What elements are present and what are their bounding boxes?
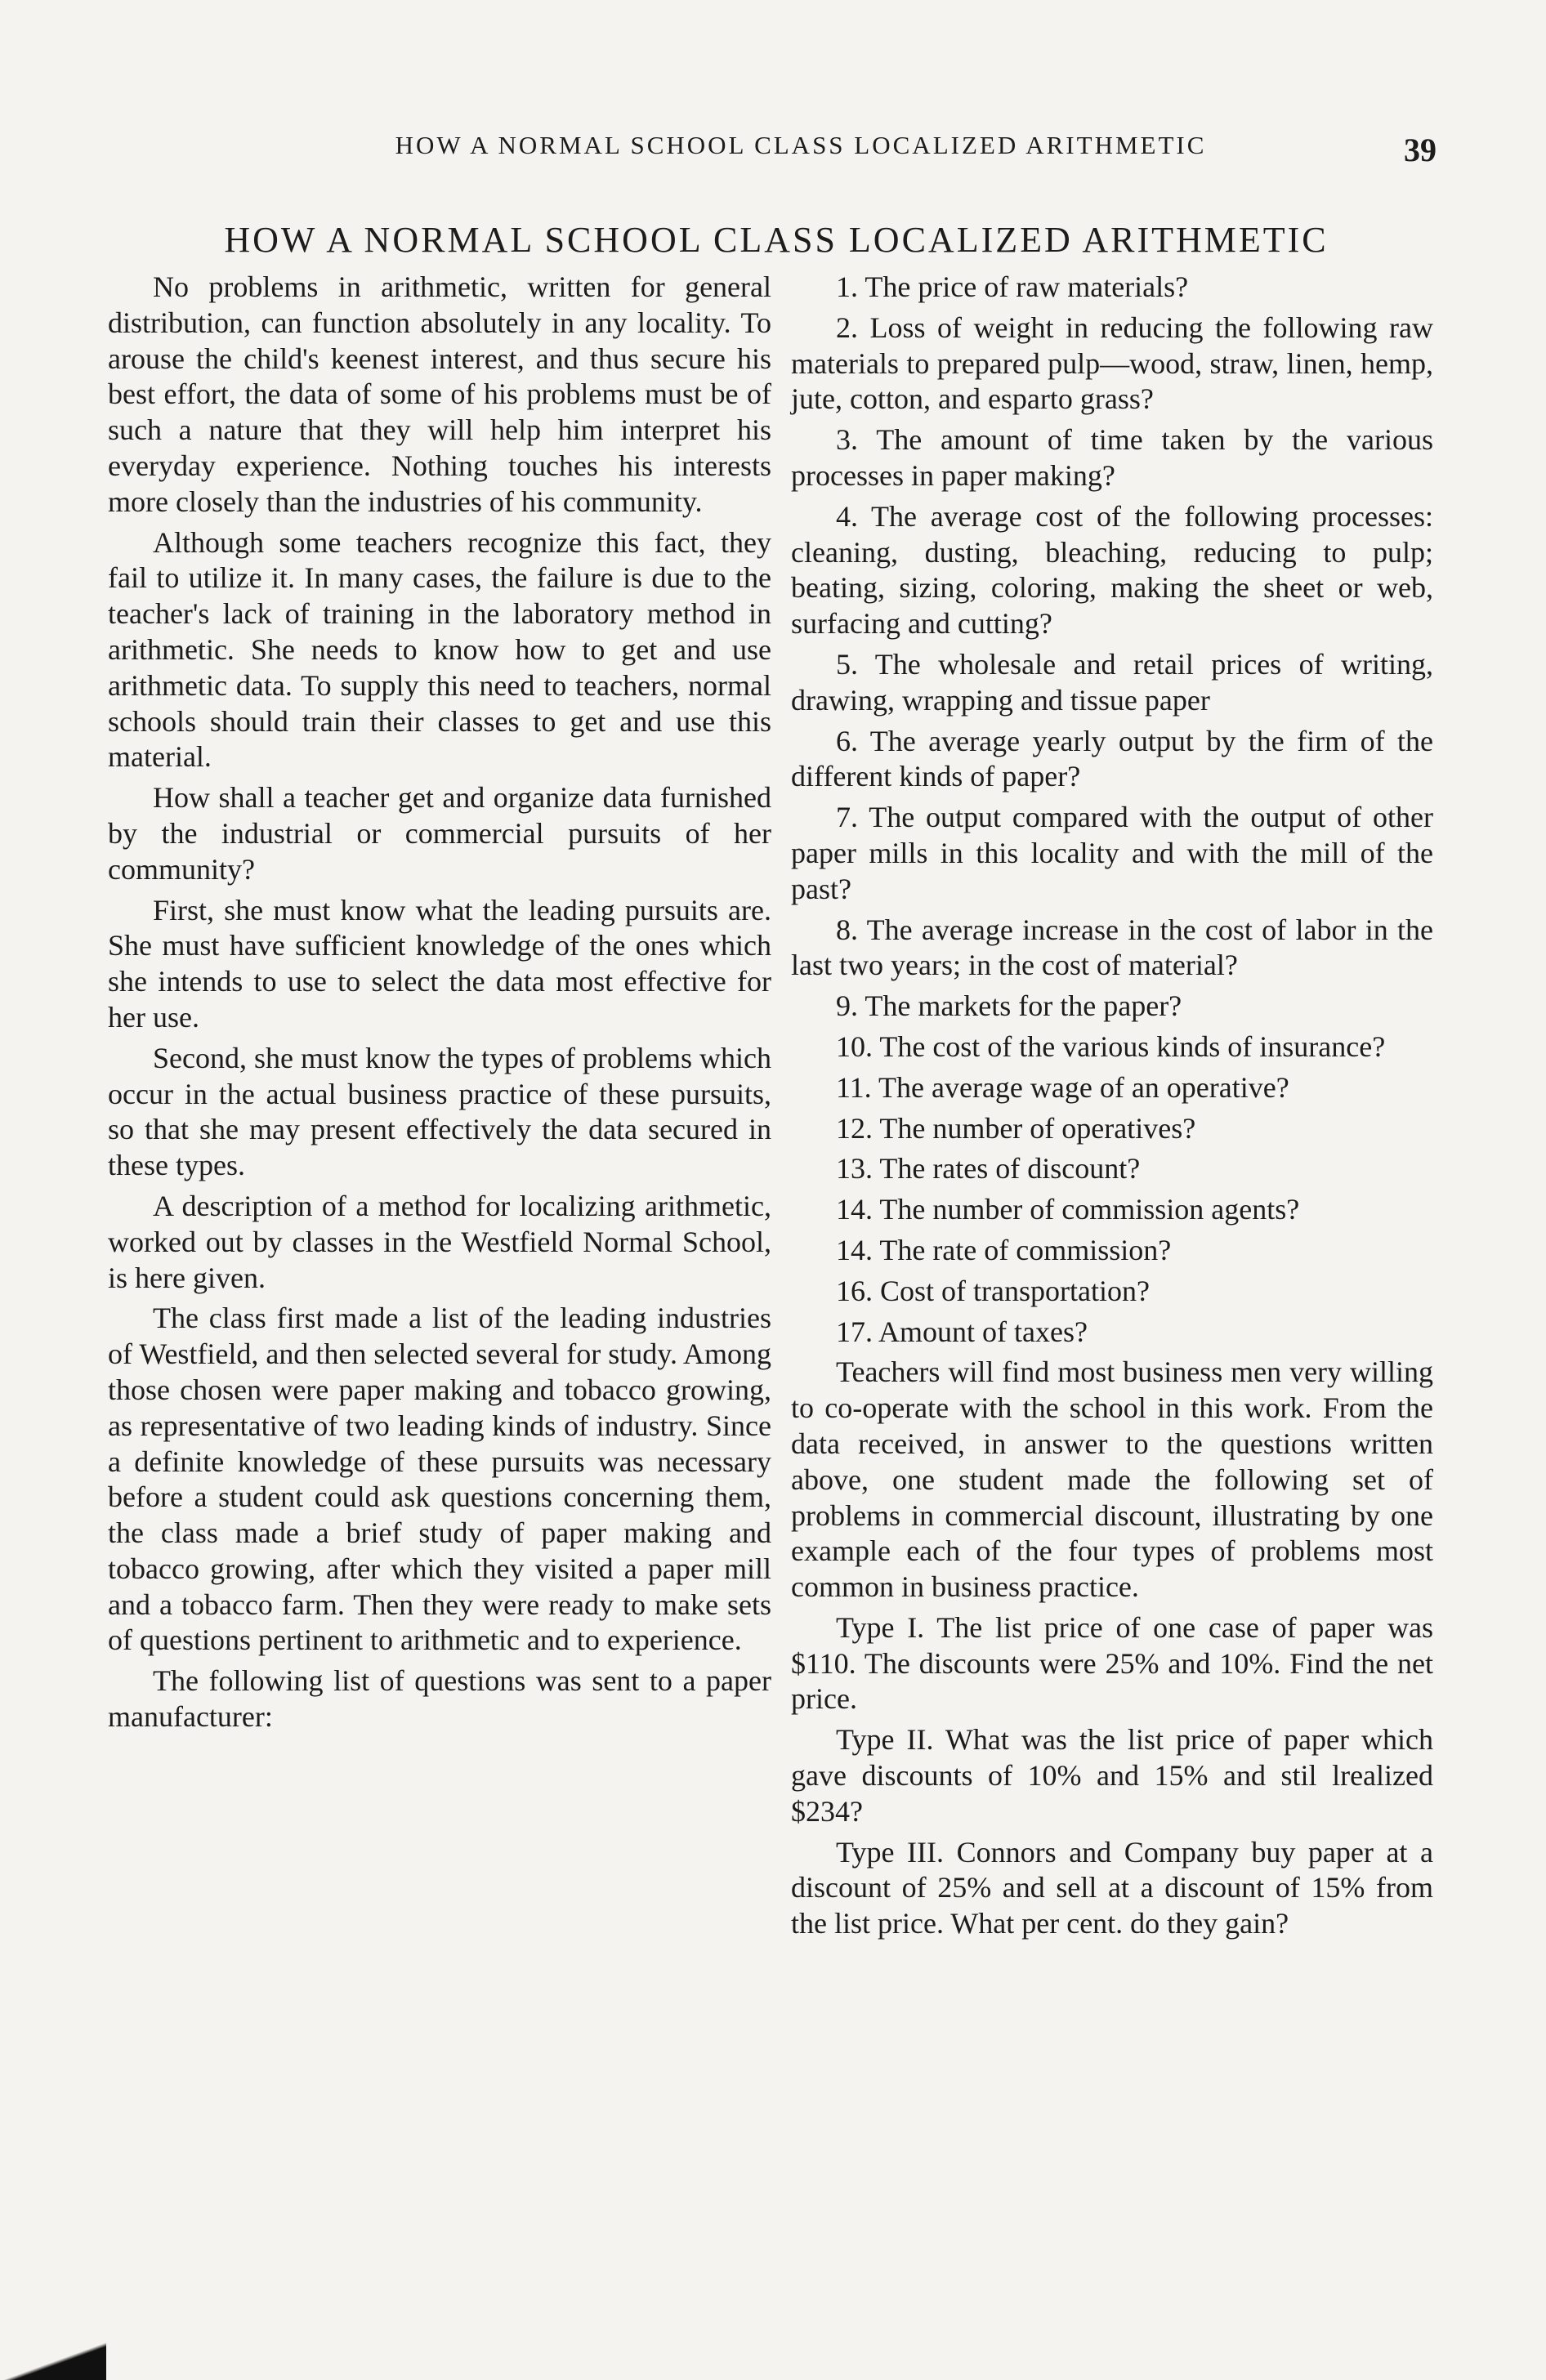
- paragraph: How shall a teacher get and organize data furnished by the industrial or commercial pursuits of her community?: [108, 781, 771, 886]
- question-item: 17. Amount of taxes?: [836, 1315, 1088, 1348]
- question-item: 12. The number of operatives?: [836, 1111, 1196, 1145]
- question-item: 2. Loss of weight in reducing the following raw materials to prepared pulp—wood, straw, linen, hemp, jute, cotton, and esparto grass?: [791, 310, 1433, 416]
- paragraph: The class first made a list of the leading industries of Westfield, and then selected several for study. Among those chosen were paper making and tobacco growing, as representative of two leading kinds of industry. Since a definite knowledge of these pursuits was necessary before a student could ask questions concerning them, the class made a brief study of paper making and tobacco growing, after which they visited a paper mill and a tobacco farm. Then they were ready to make sets of questions pertinent to arithmetic and to experience.: [108, 1302, 771, 1657]
- paragraph: Type II. What was the list price of paper which gave discounts of 10% and 15% and stil lrealized $234?: [791, 1723, 1433, 1828]
- paragraph: A description of a method for localizing arithmetic, worked out by classes in the Westfield Normal School, is here given.: [108, 1189, 771, 1294]
- paragraph: The following list of questions was sent to a paper manufacturer:: [108, 1664, 771, 1734]
- question-item: 13. The rates of discount?: [836, 1152, 1141, 1186]
- question-item: 5. The wholesale and retail prices of writing, drawing, wrapping and tissue paper: [791, 647, 1433, 717]
- question-item: 6. The average yearly output by the firm of the different kinds of paper?: [791, 724, 1433, 793]
- question-item: 11. The average wage of an operative?: [836, 1070, 1289, 1104]
- question-item: 16. Cost of transportation?: [836, 1274, 1150, 1307]
- question-item: 3. The amount of time taken by the various processes in paper making?: [791, 423, 1433, 492]
- paragraph: Type III. Connors and Company buy paper at a discount of 25% and sell at a discount of 15% from the list price. What per cent. do they gain?: [791, 1835, 1433, 1940]
- question-item: 9. The markets for the paper?: [836, 989, 1182, 1023]
- page-edge-shadow: [0, 2335, 106, 2380]
- question-item: 8. The average increase in the cost of labor in the last two years; in the cost of material?: [791, 913, 1433, 982]
- article-title: HOW A NORMAL SCHOOL CLASS LOCALIZED ARITHMETIC: [224, 220, 1329, 260]
- left-column: [108, 270, 771, 1740]
- paragraph: Although some teachers recognize this fact, they fail to utilize it. In many cases, the failure is due to the teacher's lack of training in the laboratory method in arithmetic. She needs to know how to get and use arithmetic data. To supply this need to teachers, normal schools should train their classes to get and use this material.: [108, 525, 771, 774]
- question-item: 4. The average cost of the following processes: cleaning, dusting, bleaching, reducing to pulp; beating, sizing, coloring, making the sheet or web, surfacing and cutting?: [791, 499, 1433, 641]
- question-item: 1. The price of raw materials?: [836, 270, 1189, 303]
- question-item: 14. The rate of commission?: [836, 1233, 1172, 1266]
- paragraph: No problems in arithmetic, written for general distribution, can function absolutely in any locality. To arouse the child's keenest interest, and thus secure his best effort, the data of some of his problems must be of such a nature that they will help him interpret his everyday experience. Nothing touches his interests more closely than the industries of his community.: [108, 270, 771, 518]
- paragraph: First, she must know what the leading pursuits are. She must have sufficient knowledge of the ones which she intends to use to select the data most effective for her use.: [108, 893, 771, 1034]
- right-column: [791, 270, 1433, 1947]
- question-item: 7. The output compared with the output of other paper mills in this locality and with the mill of the past?: [791, 801, 1433, 905]
- running-head: HOW A NORMAL SCHOOL CLASS LOCALIZED ARITHMETIC: [395, 131, 1207, 159]
- paragraph: Type I. The list price of one case of paper was $110. The discounts were 25% and 10%. Find the net price.: [791, 1610, 1433, 1716]
- paragraph: Teachers will find most business men very willing to co-operate with the school in this work. From the data received, in answer to the questions written above, one student made the following set of problems in commercial discount, illustrating by one example each of the four types of problems most common in business practice.: [791, 1355, 1433, 1604]
- paragraph: Second, she must know the types of problems which occur in the actual business practice of these pursuits, so that she may present effectively the data secured in these types.: [108, 1041, 771, 1182]
- question-item: 14. The number of commission agents?: [836, 1193, 1300, 1226]
- question-item: 10. The cost of the various kinds of insurance?: [836, 1029, 1386, 1063]
- page-number: 39: [1404, 132, 1437, 168]
